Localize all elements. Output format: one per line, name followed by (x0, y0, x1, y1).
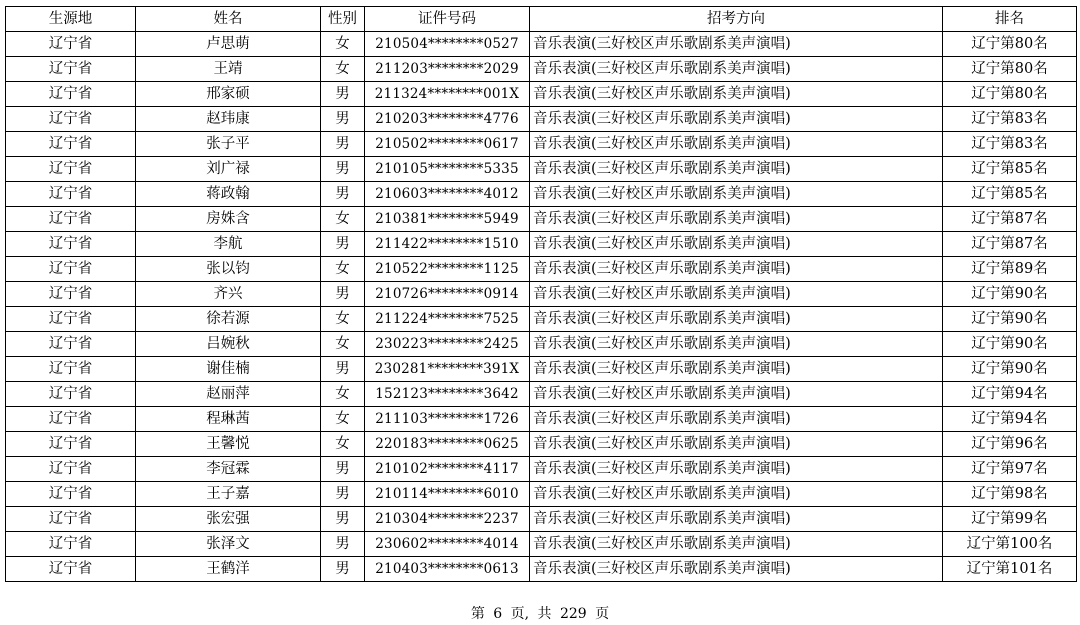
cell-id-number: 211103********1726 (365, 407, 530, 432)
cell-gender: 男 (321, 107, 365, 132)
header-rank: 排名 (943, 7, 1077, 32)
cell-origin: 辽宁省 (6, 382, 136, 407)
cell-id-number: 210603********4012 (365, 182, 530, 207)
table-row (6, 307, 1077, 332)
cell-direction: 音乐表演(三好校区声乐歌剧系美声演唱) (530, 57, 943, 82)
cell-direction: 音乐表演(三好校区声乐歌剧系美声演唱) (530, 132, 943, 157)
table-row (6, 132, 1077, 157)
cell-rank: 辽宁第83名 (943, 132, 1077, 157)
cell-gender: 男 (321, 507, 365, 532)
cell-origin: 辽宁省 (6, 432, 136, 457)
cell-origin: 辽宁省 (6, 457, 136, 482)
cell-direction: 音乐表演(三好校区声乐歌剧系美声演唱) (530, 207, 943, 232)
cell-name: 齐兴 (136, 282, 321, 307)
cell-name: 李冠霖 (136, 457, 321, 482)
cell-id-number: 211224********7525 (365, 307, 530, 332)
table-row (6, 232, 1077, 257)
cell-id-number: 210102********4117 (365, 457, 530, 482)
cell-id-number: 210105********5335 (365, 157, 530, 182)
cell-gender: 女 (321, 407, 365, 432)
cell-id-number: 210522********1125 (365, 257, 530, 282)
cell-name: 邢家硕 (136, 82, 321, 107)
cell-id-number: 210203********4776 (365, 107, 530, 132)
table-row (6, 282, 1077, 307)
cell-rank: 辽宁第80名 (943, 57, 1077, 82)
cell-origin: 辽宁省 (6, 57, 136, 82)
table-row (6, 32, 1077, 57)
cell-gender: 女 (321, 432, 365, 457)
cell-gender: 女 (321, 382, 365, 407)
cell-direction: 音乐表演(三好校区声乐歌剧系美声演唱) (530, 382, 943, 407)
cell-name: 徐若源 (136, 307, 321, 332)
cell-name: 王馨悦 (136, 432, 321, 457)
cell-name: 王靖 (136, 57, 321, 82)
cell-rank: 辽宁第99名 (943, 507, 1077, 532)
cell-name: 张泽文 (136, 532, 321, 557)
table-row (6, 207, 1077, 232)
cell-rank: 辽宁第89名 (943, 257, 1077, 282)
cell-gender: 女 (321, 307, 365, 332)
cell-direction: 音乐表演(三好校区声乐歌剧系美声演唱) (530, 557, 943, 582)
cell-name: 吕婉秋 (136, 332, 321, 357)
cell-direction: 音乐表演(三好校区声乐歌剧系美声演唱) (530, 457, 943, 482)
cell-name: 蒋政翰 (136, 182, 321, 207)
cell-origin: 辽宁省 (6, 482, 136, 507)
cell-gender: 男 (321, 157, 365, 182)
cell-id-number: 210114********6010 (365, 482, 530, 507)
table-row (6, 382, 1077, 407)
cell-rank: 辽宁第98名 (943, 482, 1077, 507)
table-header-row (6, 7, 1077, 32)
cell-origin: 辽宁省 (6, 207, 136, 232)
cell-id-number: 230223********2425 (365, 332, 530, 357)
cell-rank: 辽宁第90名 (943, 282, 1077, 307)
cell-rank: 辽宁第96名 (943, 432, 1077, 457)
cell-name: 王鹤洋 (136, 557, 321, 582)
cell-origin: 辽宁省 (6, 282, 136, 307)
table-body (6, 32, 1077, 582)
table-row (6, 82, 1077, 107)
cell-name: 张子平 (136, 132, 321, 157)
cell-origin: 辽宁省 (6, 332, 136, 357)
cell-direction: 音乐表演(三好校区声乐歌剧系美声演唱) (530, 257, 943, 282)
table-row (6, 457, 1077, 482)
cell-name: 张以钧 (136, 257, 321, 282)
table-row (6, 107, 1077, 132)
cell-id-number: 152123********3642 (365, 382, 530, 407)
cell-gender: 男 (321, 357, 365, 382)
cell-gender: 男 (321, 132, 365, 157)
header-origin: 生源地 (6, 7, 136, 32)
cell-direction: 音乐表演(三好校区声乐歌剧系美声演唱) (530, 307, 943, 332)
cell-gender: 男 (321, 82, 365, 107)
cell-direction: 音乐表演(三好校区声乐歌剧系美声演唱) (530, 482, 943, 507)
admission-list-sheet (5, 6, 1077, 582)
cell-id-number: 210504********0527 (365, 32, 530, 57)
cell-direction: 音乐表演(三好校区声乐歌剧系美声演唱) (530, 182, 943, 207)
cell-name: 卢思萌 (136, 32, 321, 57)
cell-rank: 辽宁第85名 (943, 157, 1077, 182)
cell-origin: 辽宁省 (6, 107, 136, 132)
cell-name: 赵玮康 (136, 107, 321, 132)
cell-rank: 辽宁第85名 (943, 182, 1077, 207)
cell-origin: 辽宁省 (6, 157, 136, 182)
cell-direction: 音乐表演(三好校区声乐歌剧系美声演唱) (530, 157, 943, 182)
cell-id-number: 210502********0617 (365, 132, 530, 157)
cell-origin: 辽宁省 (6, 32, 136, 57)
cell-direction: 音乐表演(三好校区声乐歌剧系美声演唱) (530, 82, 943, 107)
cell-name: 王子嘉 (136, 482, 321, 507)
table-row (6, 407, 1077, 432)
table-row (6, 482, 1077, 507)
cell-origin: 辽宁省 (6, 507, 136, 532)
table-row (6, 532, 1077, 557)
cell-rank: 辽宁第87名 (943, 232, 1077, 257)
cell-name: 李航 (136, 232, 321, 257)
cell-rank: 辽宁第101名 (943, 557, 1077, 582)
table-row (6, 507, 1077, 532)
cell-rank: 辽宁第94名 (943, 407, 1077, 432)
cell-origin: 辽宁省 (6, 132, 136, 157)
header-direction: 招考方向 (530, 7, 943, 32)
cell-gender: 男 (321, 282, 365, 307)
cell-direction: 音乐表演(三好校区声乐歌剧系美声演唱) (530, 32, 943, 57)
page-footer (0, 603, 1080, 623)
cell-direction: 音乐表演(三好校区声乐歌剧系美声演唱) (530, 432, 943, 457)
cell-name: 谢佳楠 (136, 357, 321, 382)
table-row (6, 557, 1077, 582)
cell-gender: 女 (321, 32, 365, 57)
cell-direction: 音乐表演(三好校区声乐歌剧系美声演唱) (530, 232, 943, 257)
cell-rank: 辽宁第100名 (943, 532, 1077, 557)
cell-id-number: 211203********2029 (365, 57, 530, 82)
cell-origin: 辽宁省 (6, 307, 136, 332)
cell-rank: 辽宁第80名 (943, 82, 1077, 107)
table-row (6, 332, 1077, 357)
table-row (6, 357, 1077, 382)
cell-direction: 音乐表演(三好校区声乐歌剧系美声演唱) (530, 332, 943, 357)
cell-gender: 女 (321, 207, 365, 232)
table-row (6, 257, 1077, 282)
admission-table (5, 6, 1077, 582)
cell-gender: 女 (321, 257, 365, 282)
cell-gender: 男 (321, 532, 365, 557)
cell-direction: 音乐表演(三好校区声乐歌剧系美声演唱) (530, 507, 943, 532)
cell-gender: 男 (321, 482, 365, 507)
cell-id-number: 210381********5949 (365, 207, 530, 232)
table-row (6, 57, 1077, 82)
cell-origin: 辽宁省 (6, 232, 136, 257)
cell-origin: 辽宁省 (6, 532, 136, 557)
cell-id-number: 211422********1510 (365, 232, 530, 257)
cell-gender: 男 (321, 232, 365, 257)
header-gender: 性别 (321, 7, 365, 32)
page-number-text: 第 6 页, 共 229 页 (470, 606, 610, 622)
cell-direction: 音乐表演(三好校区声乐歌剧系美声演唱) (530, 407, 943, 432)
cell-gender: 男 (321, 182, 365, 207)
cell-origin: 辽宁省 (6, 257, 136, 282)
cell-rank: 辽宁第97名 (943, 457, 1077, 482)
cell-origin: 辽宁省 (6, 357, 136, 382)
table-row (6, 432, 1077, 457)
cell-origin: 辽宁省 (6, 182, 136, 207)
cell-origin: 辽宁省 (6, 82, 136, 107)
cell-rank: 辽宁第87名 (943, 207, 1077, 232)
cell-rank: 辽宁第80名 (943, 32, 1077, 57)
cell-gender: 女 (321, 57, 365, 82)
table-row (6, 182, 1077, 207)
cell-rank: 辽宁第90名 (943, 307, 1077, 332)
cell-direction: 音乐表演(三好校区声乐歌剧系美声演唱) (530, 107, 943, 132)
cell-rank: 辽宁第83名 (943, 107, 1077, 132)
cell-name: 房姝含 (136, 207, 321, 232)
cell-id-number: 210403********0613 (365, 557, 530, 582)
cell-origin: 辽宁省 (6, 407, 136, 432)
header-id-number: 证件号码 (365, 7, 530, 32)
cell-direction: 音乐表演(三好校区声乐歌剧系美声演唱) (530, 532, 943, 557)
cell-name: 程琳茜 (136, 407, 321, 432)
cell-name: 赵丽萍 (136, 382, 321, 407)
cell-id-number: 210304********2237 (365, 507, 530, 532)
cell-name: 刘广禄 (136, 157, 321, 182)
cell-direction: 音乐表演(三好校区声乐歌剧系美声演唱) (530, 357, 943, 382)
cell-id-number: 220183********0625 (365, 432, 530, 457)
cell-id-number: 230602********4014 (365, 532, 530, 557)
cell-gender: 男 (321, 457, 365, 482)
cell-origin: 辽宁省 (6, 557, 136, 582)
cell-id-number: 211324********001X (365, 82, 530, 107)
cell-rank: 辽宁第90名 (943, 332, 1077, 357)
cell-id-number: 230281********391X (365, 357, 530, 382)
cell-id-number: 210726********0914 (365, 282, 530, 307)
cell-gender: 男 (321, 557, 365, 582)
cell-rank: 辽宁第90名 (943, 357, 1077, 382)
cell-gender: 女 (321, 332, 365, 357)
cell-rank: 辽宁第94名 (943, 382, 1077, 407)
cell-name: 张宏强 (136, 507, 321, 532)
cell-direction: 音乐表演(三好校区声乐歌剧系美声演唱) (530, 282, 943, 307)
header-name: 姓名 (136, 7, 321, 32)
table-row (6, 157, 1077, 182)
